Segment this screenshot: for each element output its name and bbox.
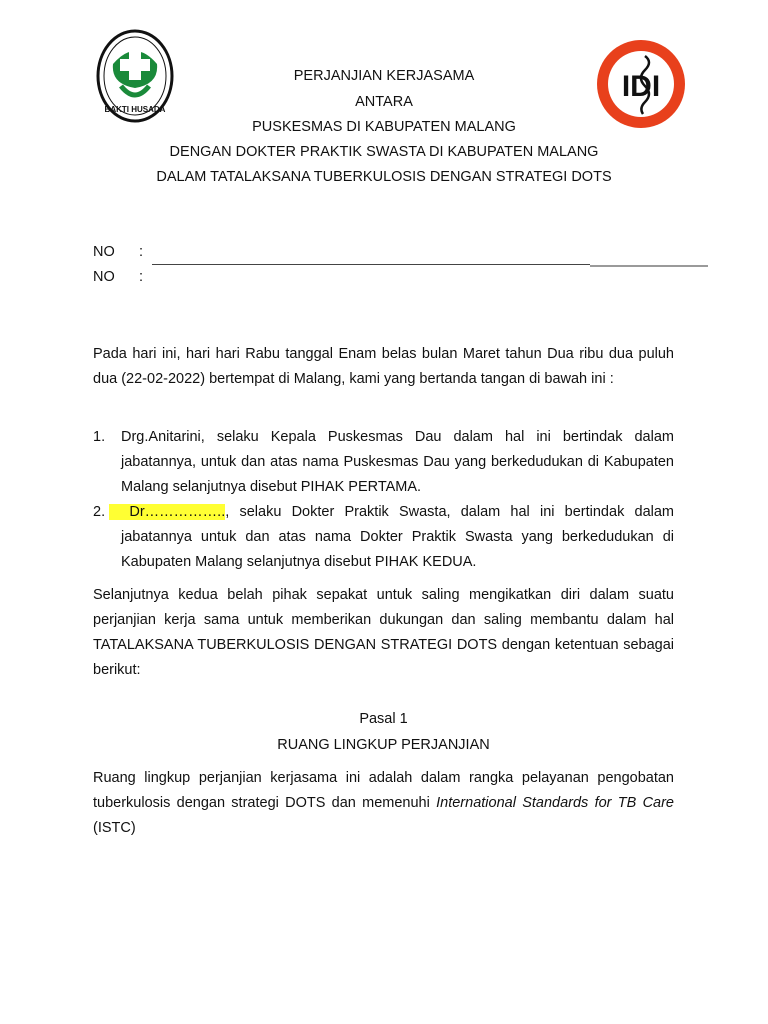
- number-sep: :: [139, 244, 144, 260]
- number-label: NO: [93, 244, 115, 260]
- pasal-text-after: (ISTC): [93, 820, 136, 836]
- divider-line: [152, 264, 590, 265]
- pasal-text-italic: International Standards for TB Care: [436, 795, 674, 811]
- party-number: 1.: [93, 429, 106, 445]
- pasal-paragraph: [93, 766, 674, 841]
- logo-right-text: IDI: [621, 70, 661, 103]
- title-line-1: PERJANJIAN KERJASAMA: [293, 68, 475, 84]
- party-item-1: [93, 425, 674, 500]
- number-sep: :: [139, 269, 144, 285]
- title-line-4: DENGAN DOKTER PRAKTIK SWASTA DI KABUPATEN MALANG: [169, 144, 599, 160]
- intro-paragraph: Pada hari ini, hari hari Rabu tanggal Enam belas bulan Maret tahun Dua ribu dua puluh dua (22-02-2022) bertempat di Malang, kami yang bertanda tangan di bawah ini :: [93, 346, 674, 387]
- title-line-2: ANTARA: [355, 94, 413, 110]
- party-text-wrapper: [109, 500, 674, 575]
- title-line-3: PUSKESMAS DI KABUPATEN MALANG: [252, 119, 516, 135]
- party-text: , selaku Dokter Praktik Swasta, dalam hal ini bertindak dalam jabatannya untuk dan atas nama Dokter Praktik Swasta yang berkedudukan di Kabupaten Malang selanjutnya disebut PIHAK KEDUA.: [121, 504, 674, 570]
- pasal-number: Pasal 1: [359, 711, 408, 727]
- party-item-2: [93, 500, 674, 575]
- agreement-paragraph: Selanjutnya kedua belah pihak sepakat untuk saling mengikatkan diri dalam suatu perjanjian kerja sama untuk memberikan dukungan dan saling membantu dalam hal TATALAKSANA TUBERKULOSIS DENGAN STRATEGI DOTS dengan ketentuan sebagai berikut:: [93, 587, 674, 678]
- idi-logo-icon: [595, 38, 687, 130]
- pasal-title: RUANG LINGKUP PERJANJIAN: [277, 737, 490, 753]
- number-label: NO: [93, 269, 115, 285]
- logo-left-text: BAKTI HUSADA: [104, 105, 166, 114]
- highlighted-name: Dr……………..: [109, 504, 226, 520]
- party-text: Drg.Anitarini, selaku Kepala Puskesmas Dau dalam hal ini bertindak dalam jabatannya, untuk dan atas nama Puskesmas Dau yang berkedudukan di Kabupaten Malang selanjutnya disebut PIHAK PERTAMA.: [121, 429, 674, 495]
- number-row-1: [93, 244, 143, 260]
- pasal-text-before: Ruang lingkup perjanjian kerjasama ini adalah dalam rangka pelayanan pengobatan tuberkulosis dengan strategi DOTS dan memenuhi: [93, 770, 674, 811]
- number-row-2: [93, 269, 143, 285]
- party-number: 2.: [93, 504, 106, 520]
- title-line-5: DALAM TATALAKSANA TUBERKULOSIS DENGAN STRATEGI DOTS: [156, 169, 612, 185]
- divider-line-right: [590, 265, 708, 267]
